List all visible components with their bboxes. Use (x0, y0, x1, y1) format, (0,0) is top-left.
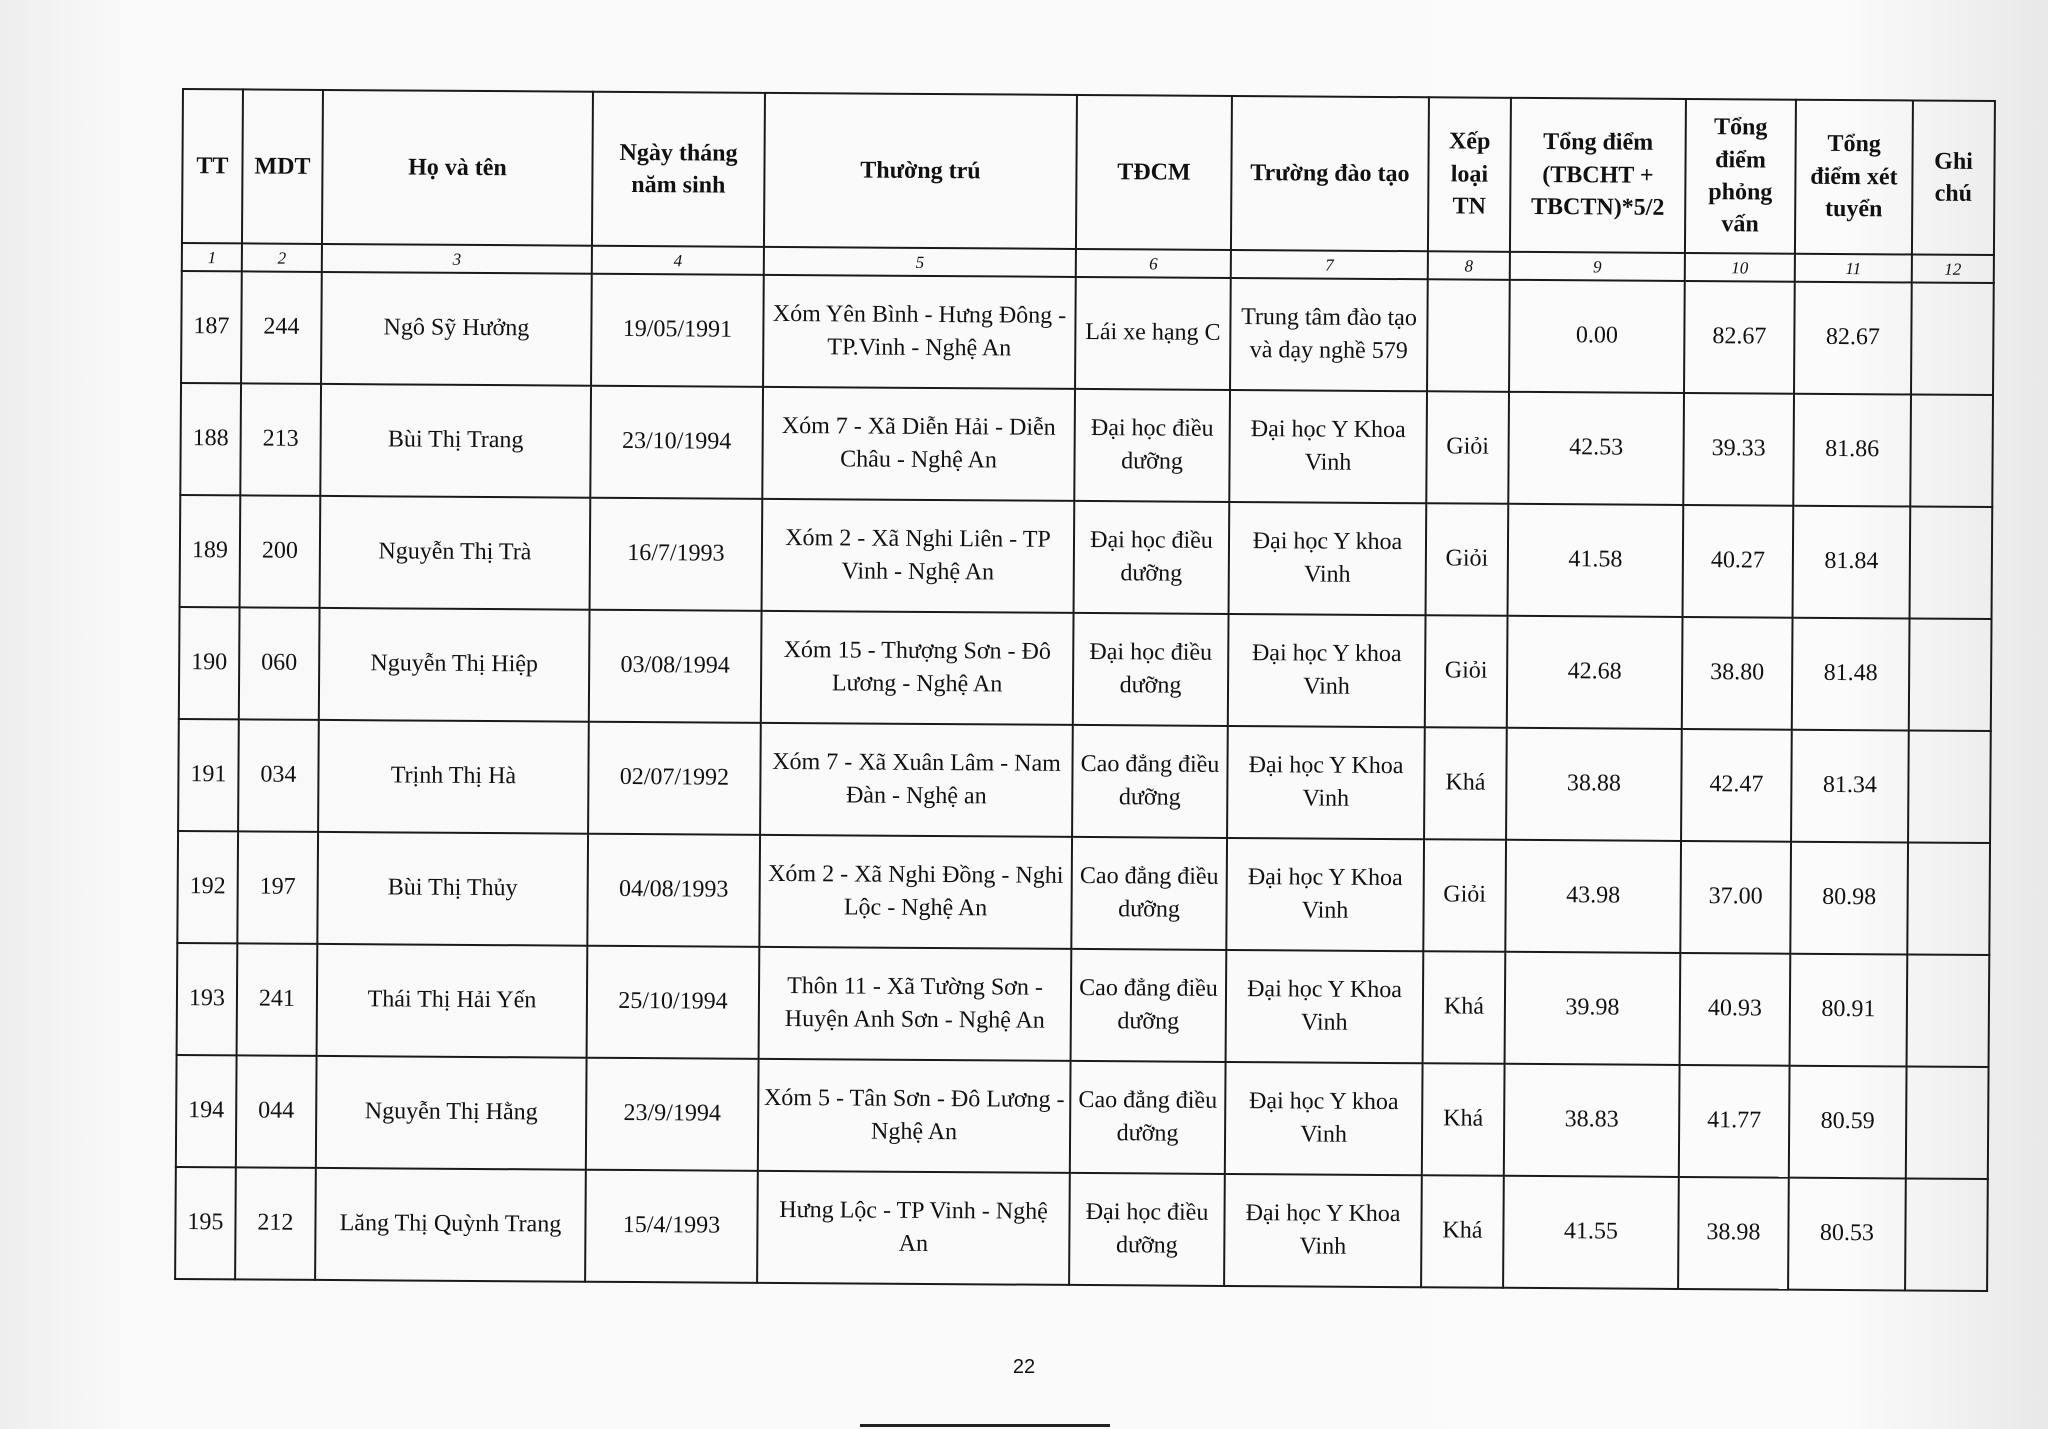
cell-interview-score: 42.47 (1681, 729, 1792, 842)
cell-interview-score: 82.67 (1684, 281, 1795, 394)
cell-final-score: 80.91 (1790, 954, 1908, 1067)
cell-full-name: Nguyễn Thị Hiệp (319, 608, 590, 722)
column-number: 9 (1510, 252, 1685, 281)
cell-mdt: 044 (236, 1055, 317, 1168)
cell-birth-date: 19/05/1991 (591, 274, 764, 387)
cell-final-score: 81.84 (1793, 506, 1911, 619)
cell-birth-date: 03/08/1994 (589, 610, 762, 723)
cell-qualification: Đại học điều dưỡng (1074, 389, 1230, 502)
column-header: Trường đào tạo (1231, 96, 1429, 251)
cell-mdt: 241 (237, 943, 318, 1056)
cell-mdt: 034 (238, 719, 319, 832)
cell-grade (1427, 279, 1510, 392)
cell-mdt: 213 (240, 383, 321, 496)
cell-total-score: 38.83 (1504, 1064, 1680, 1177)
cell-full-name: Ngô Sỹ Hưởng (321, 272, 592, 386)
cell-school: Đại học Y Khoa Vinh (1227, 726, 1425, 839)
cell-total-score: 43.98 (1505, 840, 1681, 953)
table-row (180, 383, 1993, 507)
cell-tt: 195 (175, 1167, 236, 1279)
column-number: 11 (1795, 254, 1912, 283)
cell-school: Đại học Y Khoa Vinh (1226, 838, 1424, 951)
candidate-results-table (174, 88, 1996, 1292)
cell-note (1905, 1178, 1988, 1291)
column-header: Xếp loại TN (1428, 97, 1511, 252)
cell-school: Đại học Y khoa Vinh (1229, 502, 1427, 615)
cell-note (1910, 506, 1993, 619)
cell-tt: 190 (179, 607, 240, 719)
cell-grade: Khá (1422, 1063, 1505, 1176)
cell-note (1908, 730, 1991, 843)
cell-full-name: Nguyễn Thị Trà (320, 496, 591, 610)
cell-residence: Xóm 7 - Xã Diễn Hải - Diễn Châu - Nghệ An (762, 387, 1075, 501)
cell-total-score: 39.98 (1505, 952, 1681, 1065)
cell-full-name: Bùi Thị Thủy (317, 832, 588, 946)
cell-mdt: 060 (239, 607, 320, 720)
cell-final-score: 82.67 (1794, 282, 1912, 395)
cell-interview-score: 38.98 (1678, 1177, 1789, 1290)
table-row (176, 1055, 1989, 1179)
cell-full-name: Trịnh Thị Hà (318, 720, 589, 834)
cell-interview-score: 37.00 (1680, 841, 1791, 954)
column-header: Họ và tên (322, 90, 593, 246)
column-number: 1 (182, 243, 242, 271)
table-row (178, 719, 1991, 843)
cell-tt: 188 (180, 383, 241, 495)
cell-birth-date: 16/7/1993 (590, 498, 763, 611)
cell-note (1909, 618, 1992, 731)
column-header: TT (182, 89, 243, 243)
cell-total-score: 41.58 (1508, 504, 1684, 617)
cell-total-score: 0.00 (1509, 280, 1685, 393)
cell-qualification: Đại học điều dưỡng (1069, 1173, 1225, 1286)
cell-note (1911, 282, 1994, 395)
cell-grade: Giỏi (1425, 615, 1508, 728)
cell-final-score: 80.98 (1790, 842, 1908, 955)
cell-qualification: Lái xe hạng C (1075, 277, 1231, 390)
cell-grade: Giỏi (1426, 503, 1509, 616)
cell-birth-date: 23/10/1994 (590, 386, 763, 499)
footer-rule (860, 1424, 1110, 1427)
cell-note (1906, 1066, 1989, 1179)
cell-tt: 193 (177, 943, 238, 1055)
column-number: 4 (592, 246, 764, 275)
cell-interview-score: 40.27 (1683, 505, 1794, 618)
cell-residence: Xóm 15 - Thượng Sơn - Đô Lương - Nghệ An (761, 611, 1074, 725)
table-row (175, 1167, 1988, 1291)
cell-grade: Giỏi (1423, 839, 1506, 952)
cell-birth-date: 02/07/1992 (588, 722, 761, 835)
cell-final-score: 81.86 (1793, 394, 1911, 507)
cell-school: Đại học Y khoa Vinh (1225, 1062, 1423, 1175)
cell-interview-score: 38.80 (1682, 617, 1793, 730)
cell-note (1910, 394, 1993, 507)
cell-tt: 192 (177, 831, 238, 943)
cell-residence: Xóm Yên Bình - Hưng Đông - TP.Vinh - Nghệ An (763, 275, 1076, 389)
cell-birth-date: 15/4/1993 (585, 1170, 758, 1283)
cell-qualification: Cao đẳng điều dưỡng (1071, 949, 1227, 1062)
column-header: Thường trú (764, 93, 1077, 249)
table-row (180, 495, 1993, 619)
column-header: MDT (242, 89, 323, 244)
cell-mdt: 197 (237, 831, 318, 944)
table-header (182, 89, 1995, 283)
cell-birth-date: 04/08/1993 (587, 834, 760, 947)
cell-school: Đại học Y Khoa Vinh (1226, 950, 1424, 1063)
cell-interview-score: 39.33 (1683, 393, 1794, 506)
cell-school: Đại học Y khoa Vinh (1228, 614, 1426, 727)
cell-tt: 191 (178, 719, 239, 831)
cell-full-name: Thái Thị Hải Yến (317, 944, 588, 1058)
cell-tt: 189 (180, 495, 241, 607)
column-number: 5 (764, 247, 1076, 277)
column-number: 10 (1685, 253, 1795, 282)
column-header: Ghi chú (1912, 100, 1995, 255)
cell-interview-score: 41.77 (1679, 1065, 1790, 1178)
cell-total-score: 38.88 (1506, 728, 1682, 841)
cell-final-score: 81.34 (1791, 730, 1909, 843)
table-row (177, 943, 1990, 1067)
cell-final-score: 81.48 (1792, 618, 1910, 731)
table-row (179, 607, 1992, 731)
cell-residence: Thôn 11 - Xã Tường Sơn - Huyện Anh Sơn - Nghệ An (759, 947, 1072, 1061)
cell-qualification: Đại học điều dưỡng (1074, 501, 1230, 614)
column-header: TĐCM (1076, 95, 1232, 250)
cell-school: Đại học Y Khoa Vinh (1224, 1174, 1422, 1287)
column-header: Tổng điểm phỏng vấn (1685, 99, 1796, 254)
cell-residence: Hưng Lộc - TP Vinh - Nghệ An (757, 1171, 1070, 1285)
table-body (175, 271, 1994, 1291)
cell-residence: Xóm 7 - Xã Xuân Lâm - Nam Đàn - Nghệ an (760, 723, 1073, 837)
cell-tt: 194 (176, 1055, 237, 1167)
cell-mdt: 200 (240, 495, 321, 608)
column-header: Tổng điểm (TBCHT + TBCTN)*5/2 (1510, 98, 1686, 253)
column-header: Tổng điểm xét tuyển (1795, 100, 1913, 255)
column-number: 2 (242, 243, 322, 272)
column-header: Ngày tháng năm sinh (592, 92, 765, 247)
cell-birth-date: 23/9/1994 (586, 1058, 759, 1171)
cell-note (1907, 954, 1990, 1067)
cell-interview-score: 40.93 (1680, 953, 1791, 1066)
cell-qualification: Cao đẳng điều dưỡng (1072, 725, 1228, 838)
column-number: 8 (1428, 251, 1510, 280)
table-row (181, 271, 1994, 395)
cell-full-name: Bùi Thị Trang (320, 384, 591, 498)
cell-note (1907, 842, 1990, 955)
cell-grade: Khá (1424, 727, 1507, 840)
cell-qualification: Đại học điều dưỡng (1073, 613, 1229, 726)
cell-full-name: Nguyễn Thị Hằng (316, 1056, 587, 1170)
cell-total-score: 42.68 (1507, 616, 1683, 729)
cell-qualification: Cao đẳng điều dưỡng (1070, 1061, 1226, 1174)
cell-total-score: 41.55 (1503, 1176, 1679, 1289)
cell-full-name: Lăng Thị Quỳnh Trang (315, 1168, 586, 1282)
column-number: 7 (1231, 250, 1428, 279)
page-number: 22 (1012, 1356, 1036, 1378)
cell-total-score: 42.53 (1508, 392, 1684, 505)
cell-qualification: Cao đẳng điều dưỡng (1071, 837, 1227, 950)
table-row (177, 831, 1990, 955)
column-number: 12 (1912, 254, 1994, 283)
cell-residence: Xóm 2 - Xã Nghi Đồng - Nghi Lộc - Nghệ An (759, 835, 1072, 949)
column-number: 6 (1076, 249, 1231, 278)
cell-tt: 187 (181, 271, 242, 383)
cell-grade: Giỏi (1426, 391, 1509, 504)
cell-final-score: 80.53 (1788, 1178, 1906, 1291)
cell-final-score: 80.59 (1789, 1066, 1907, 1179)
cell-grade: Khá (1423, 951, 1506, 1064)
cell-residence: Xóm 2 - Xã Nghi Liên - TP Vinh - Nghệ An (762, 499, 1075, 613)
cell-grade: Khá (1421, 1175, 1504, 1288)
cell-birth-date: 25/10/1994 (587, 946, 760, 1059)
header-row (182, 89, 1995, 255)
cell-school: Đại học Y Khoa Vinh (1229, 390, 1427, 503)
cell-mdt: 244 (241, 271, 322, 384)
cell-mdt: 212 (235, 1167, 316, 1280)
column-number: 3 (322, 244, 592, 274)
cell-school: Trung tâm đào tạo và dạy nghề 579 (1230, 278, 1428, 391)
cell-residence: Xóm 5 - Tân Sơn - Đô Lương - Nghệ An (758, 1059, 1071, 1173)
